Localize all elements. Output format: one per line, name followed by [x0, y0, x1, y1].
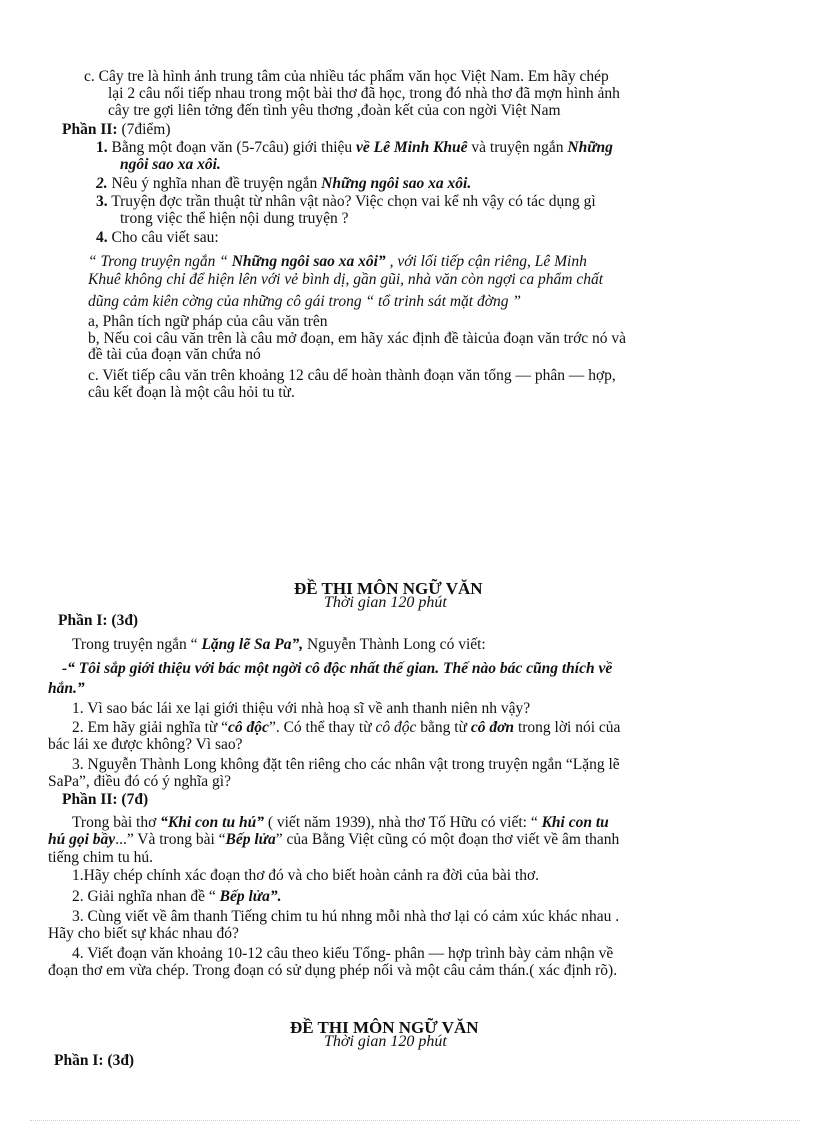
exam-2-part-2-intro-line-2 [48, 831, 619, 848]
question-text: Cho câu viết sau: [107, 229, 219, 246]
question-text: trong lời nói của [514, 719, 621, 736]
question-text: và truyện ngắn [467, 139, 568, 156]
question-number: 1. [96, 139, 108, 156]
question-text: Bằng một đoạn văn (5-7câu) giới thiệu [107, 139, 357, 156]
question-text: ”. Có thể thay từ [268, 719, 376, 736]
exam-2-part-2-intro-line-1 [72, 814, 609, 831]
quoted-passage-line-3: dũng cảm kiên cờng của những cô gái trong “ tổ trinh sát mặt đờng ” [88, 293, 522, 310]
quoted-passage-line-1 [88, 253, 587, 270]
exam-2-question-3-line-1: 3. Nguyễn Thành Long không đặt tên riêng cho các nhân vật trong truyện ngắn “Lặng lẽ [72, 756, 620, 773]
sub-question-b-line-1: b, Nếu coi câu văn trên là câu mở đoạn, em hãy xác định đề tàicủa đoạn văn trớc nó và [88, 330, 627, 347]
question-c-line-1: c. Cây tre là hình ảnh trung tâm của nhiều tác phẩm văn học Việt Nam. Em hãy chép [84, 68, 609, 85]
exam-2-question-1: 1. Vì sao bác lái xe lại giới thiệu với nhà hoạ sĩ về anh thanh niên nh vậy? [72, 700, 531, 717]
question-text: Nêu ý nghĩa nhan đề truyện ngắn [107, 175, 322, 192]
exam-2-part-2-question-3-line-1: 3. Cùng viết về âm thanh Tiếng chim tu hú nhng mỗi nhà thơ lại có cảm xúc khác nhau . [72, 908, 620, 925]
exam-2-part-2-question-4-line-1: 4. Viết đoạn văn khoảng 10-12 câu theo kiểu Tổng- phân — hợp trình bày cảm nhận về [72, 945, 614, 962]
word-highlight: cô đơn [470, 719, 515, 736]
exam-2-part-2-question-3-line-2: Hãy cho biết sự khác nhau đó? [48, 925, 239, 942]
question-number: 3. [96, 193, 108, 210]
sub-question-b-line-2: đề tài của đoạn văn chứa nó [88, 346, 261, 363]
question-1 [96, 139, 613, 156]
question-text: Truyện đợc trần thuật từ nhân vật nào? Việc chọn vai kể nh vậy có tác dụng gì [107, 193, 596, 210]
poem-quote: Khi con tu [541, 814, 609, 831]
exam-2-question-2 [72, 719, 620, 736]
question-text: bằng từ [416, 719, 471, 736]
question-c-line-2: lại 2 câu nối tiếp nhau trong một bài thơ đã học, trong đó nhà thơ đã mợn hình ảnh [108, 85, 620, 102]
intro-text: Nguyễn Thành Long có viết: [303, 636, 486, 653]
question-text: 2. Em hãy giải nghĩa từ “ [72, 719, 229, 736]
exam-2-intro [72, 636, 486, 653]
exam-3-title: ĐỀ THI MÔN NGỮ VĂN [290, 1018, 479, 1037]
question-text: 2. Giải nghĩa nhan đề “ [72, 888, 220, 905]
word-highlight: cô độc [375, 719, 417, 736]
poem-quote: hú gọi bầy [48, 831, 116, 848]
part-2-heading [62, 121, 171, 138]
poem-title: “Khi con tu hú” [160, 814, 264, 831]
exam-2-quote-line-2: hắn.” [48, 680, 85, 697]
intro-text: ” của Bằng Việt cũng có một đoạn thơ viết về âm thanh [275, 831, 620, 848]
sub-question-c-line-2: câu kết đoạn là một câu hỏi tu từ. [88, 384, 295, 401]
exam-2-part-2-intro-line-3: tiếng chim tu hú. [48, 849, 154, 866]
author-name: về Lê Minh Khuê [356, 139, 468, 156]
intro-text: Trong bài thơ [72, 814, 161, 831]
exam-2-question-3-line-2: SaPa”, điều đó có ý nghĩa gì? [48, 773, 231, 790]
exam-2-part-1-heading: Phần I: (3đ) [58, 612, 139, 629]
exam-2-time: Thời gian 120 phút [324, 594, 447, 611]
exam-2-title: ĐỀ THI MÔN NGỮ VĂN [294, 579, 483, 598]
part-2-label: Phần II: [62, 121, 118, 138]
story-title: Những [567, 139, 613, 156]
exam-3-part-1-heading: Phần I: (3đ) [54, 1052, 135, 1069]
question-number: 2. [96, 175, 108, 192]
intro-text: ( viết năm 1939), nhà thơ Tố Hữu có viết: “ [263, 814, 542, 831]
question-4 [96, 229, 219, 246]
story-title: Những ngôi sao xa xôi. [321, 175, 472, 192]
sub-question-c-line-1: c. Viết tiếp câu văn trên khoảng 12 câu dể hoàn thành đoạn văn tổng — phân — hợp, [88, 367, 616, 384]
exam-2-part-2-question-1: 1.Hãy chép chính xác đoạn thơ đó và cho biết hoàn cảnh ra đời của bài thơ. [72, 867, 540, 884]
word-highlight: cô độc [228, 719, 269, 736]
quote-text: , với lối tiếp cận riêng, Lê Minh [385, 253, 587, 270]
exam-2-part-2-question-2 [72, 888, 281, 905]
quoted-passage-line-2: Khuê không chỉ để hiện lên với vẻ bình dị, gần gũi, nhà văn còn ngợi ca phẩm chất [88, 271, 604, 288]
exam-2-part-2-heading: Phần II: (7đ) [62, 791, 149, 808]
story-title: Những ngôi sao xa xôi” [231, 253, 386, 270]
poem-title: Bếp lửa”. [219, 888, 282, 905]
question-2 [96, 175, 471, 192]
exam-2-quote-line-1: -“ Tôi sắp giới thiệu với bác một ngời cô độc nhất thế gian. Thế nào bác cũng thích về [62, 660, 613, 677]
question-3-line-2: trong việc thể hiện nội dung truyện ? [120, 210, 349, 227]
page-bottom-border [30, 1120, 800, 1121]
exam-2-part-2-question-4-line-2: đoạn thơ em vừa chép. Trong đoạn có sử dụng phép nối và một câu cảm thán.( xác định rõ). [48, 962, 618, 979]
question-number: 4. [96, 229, 108, 246]
part-2-points: (7điểm) [117, 121, 171, 138]
story-title-continued: ngôi sao xa xôi. [120, 156, 221, 173]
quote-text: “ Trong truyện ngắn “ [88, 253, 232, 270]
exam-2-question-2-line-2: bác lái xe được không? Vì sao? [48, 736, 243, 753]
intro-text: ...” Và trong bài “ [115, 831, 226, 848]
exam-3-time: Thời gian 120 phút [324, 1033, 447, 1050]
sub-question-a: a, Phân tích ngữ pháp của câu văn trên [88, 313, 328, 330]
story-title: Lặng lẽ Sa Pa”, [201, 636, 304, 653]
poem-title: Bếp lửa [225, 831, 276, 848]
question-3 [96, 193, 596, 210]
question-c-line-3: cây tre gợi liên tởng đến tình yêu thơng ,đoàn kết của con ngời Việt Nam [108, 102, 561, 119]
intro-text: Trong truyện ngắn “ [72, 636, 202, 653]
